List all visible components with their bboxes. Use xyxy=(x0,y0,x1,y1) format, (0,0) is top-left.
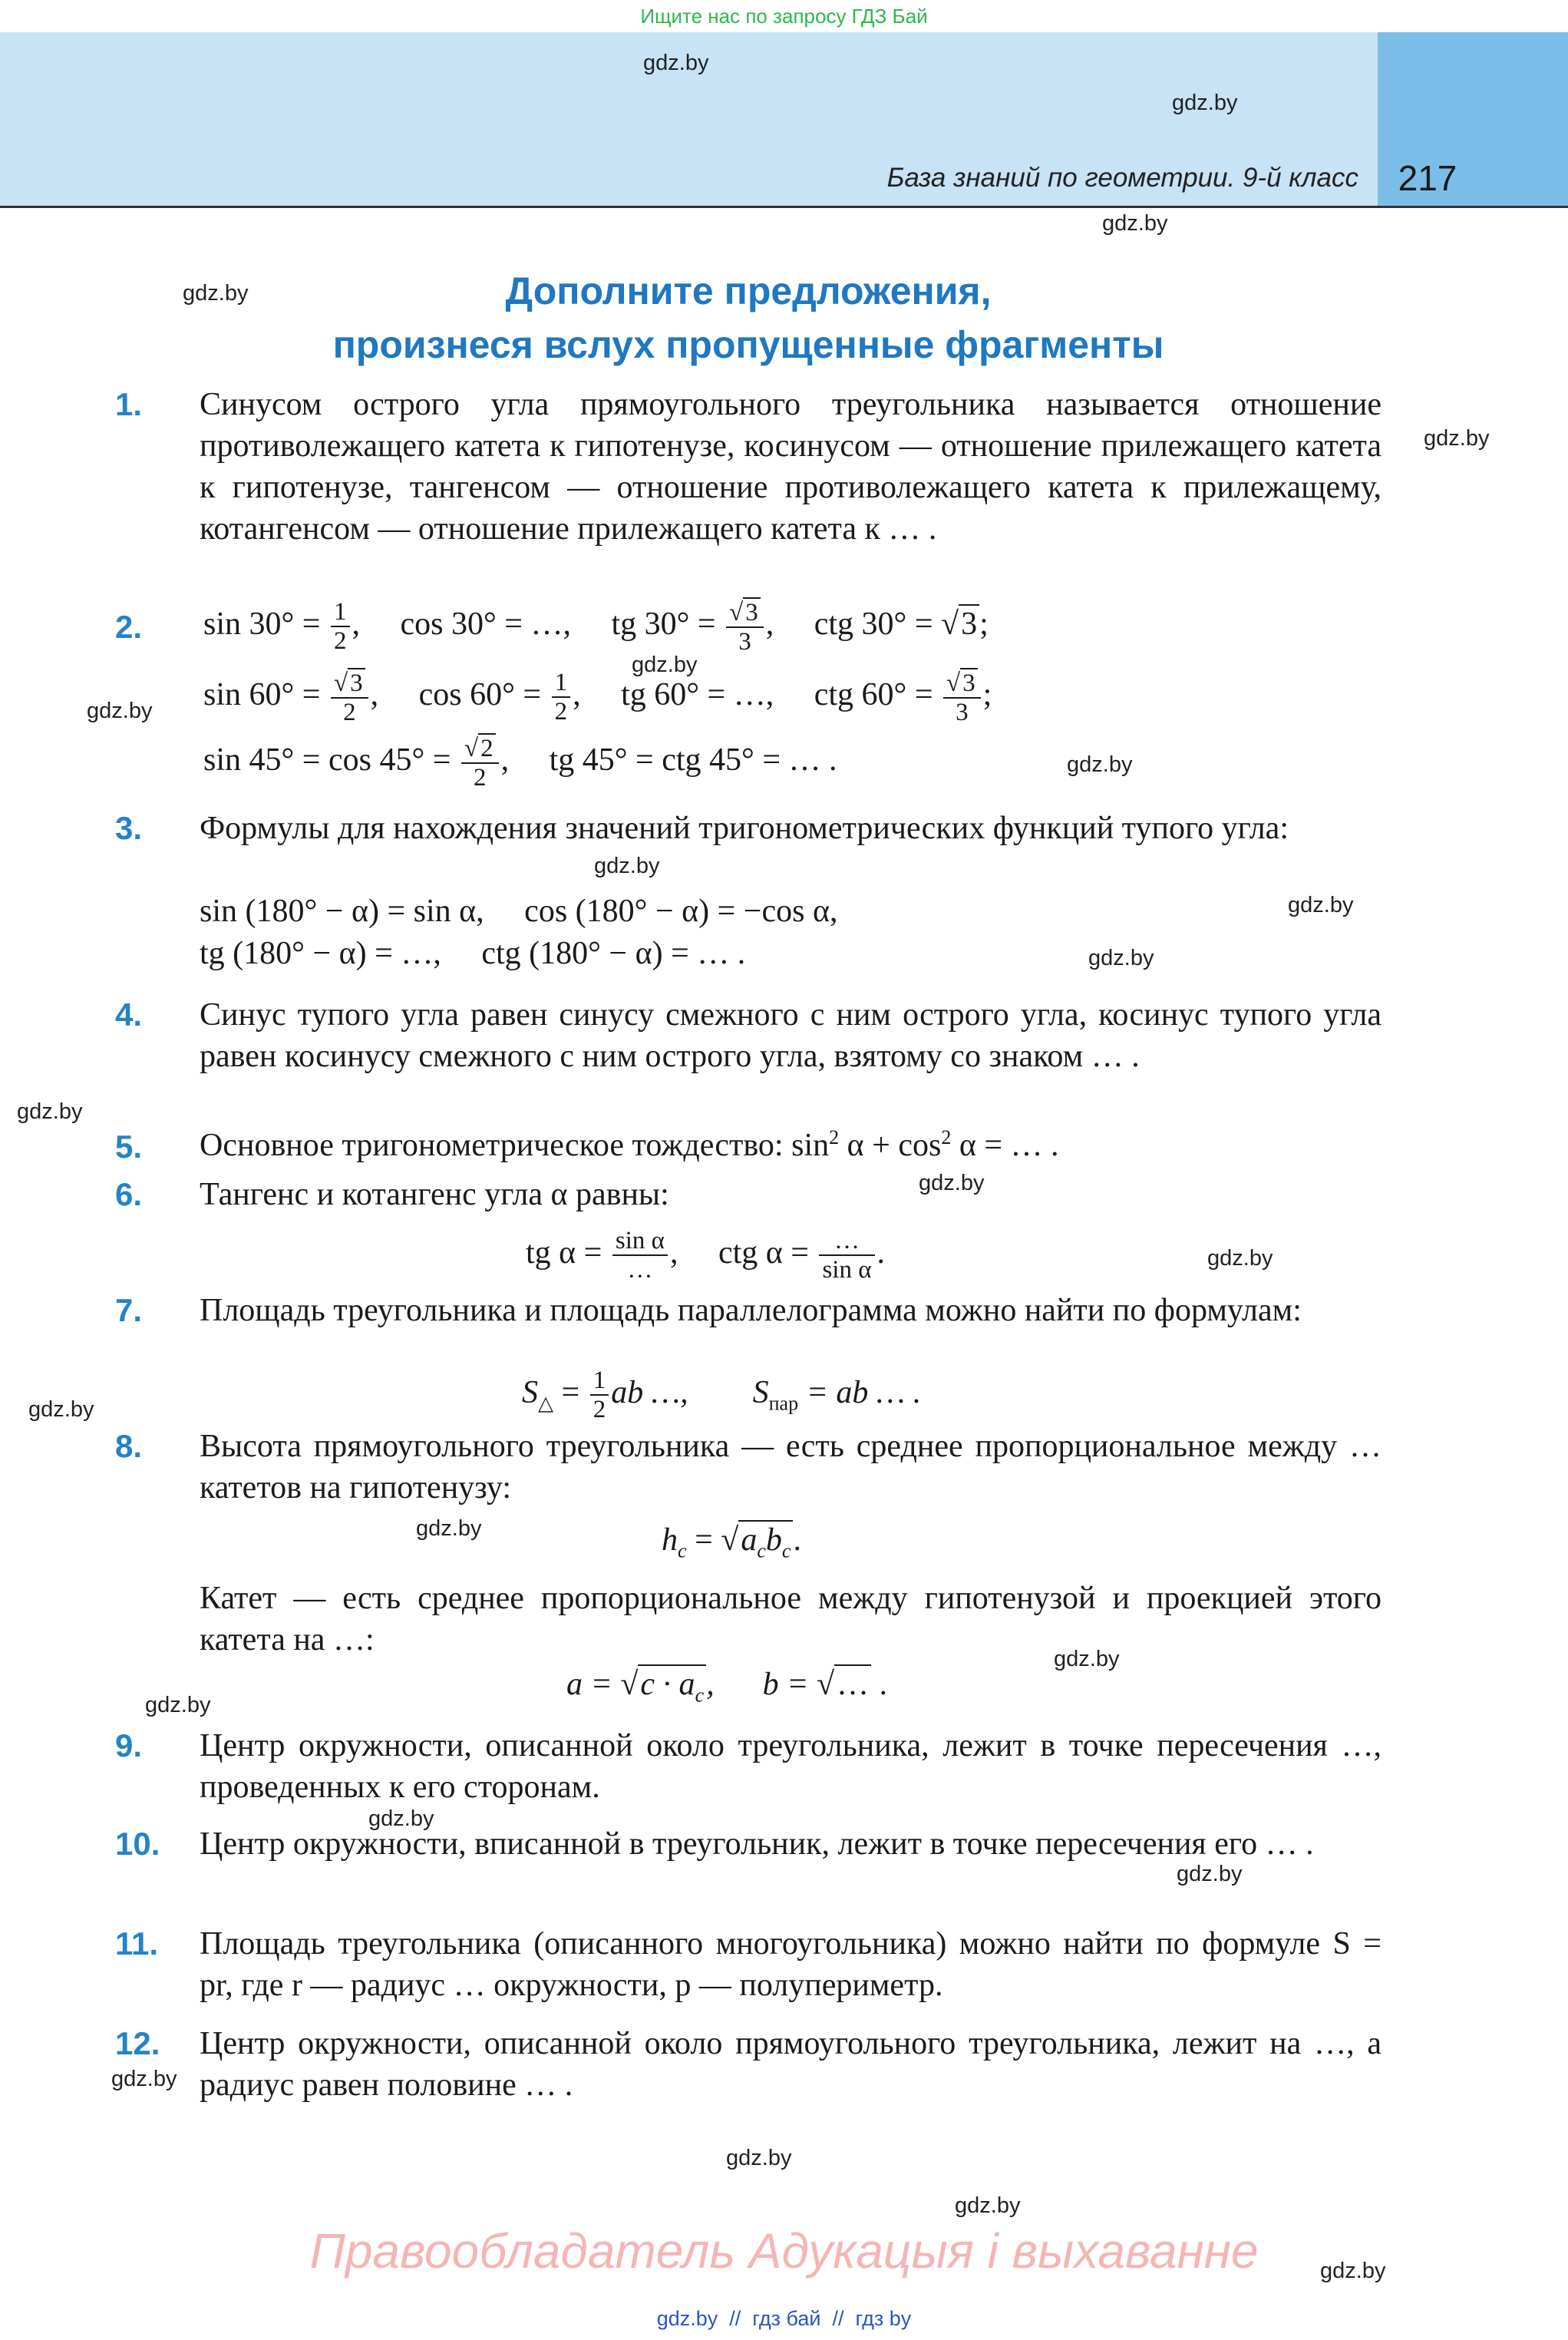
watermark-label: gdz.by xyxy=(1172,91,1238,115)
top-banner: Ищите нас по запросу ГДЗ Бай xyxy=(640,5,928,28)
item-text-2: Катет — есть среднее пропорциональное между гипотенузой и проекцией этого катета на …: xyxy=(200,1581,1381,1658)
item-text: Высота прямоугольного треугольника — есть среднее пропорциональное между … катетов на гипотенузу: xyxy=(200,1429,1381,1505)
watermark-label: gdz.by xyxy=(632,653,698,677)
running-title: База знаний по геометрии. 9-й класс xyxy=(886,163,1358,193)
item-number: 10. xyxy=(115,1826,160,1862)
trig-values-row-1: sin 30° = $\frac{1}{2}$ , cos 30° = …, tg 30° = $\frac{√3}{3}$ , ctg 30° = √3; xyxy=(203,598,989,656)
watermark-label: gdz.by xyxy=(1067,752,1133,777)
rights-holder-watermark: Правообладатель Адукацыя і выхаванне xyxy=(309,2223,1259,2279)
watermark-label: gdz.by xyxy=(1054,1647,1120,1671)
height-formula: $h_c = √a_cb_c$. xyxy=(662,1520,801,1562)
item-number: 4. xyxy=(115,996,143,1033)
item-number: 2. xyxy=(115,609,143,645)
item-number: 6. xyxy=(115,1176,143,1212)
item-number: 8. xyxy=(115,1428,143,1464)
item-text: Площадь треугольника и площадь параллелограмма можно найти по формулам: xyxy=(200,1293,1302,1328)
item-text: Центр окружности, описанной около прямоугольного треугольника, лежит на …, а радиус равен половине … . xyxy=(200,2026,1381,2103)
page-number: 217 xyxy=(1398,158,1457,198)
watermark-label: gdz.by xyxy=(1088,946,1154,970)
item-text: Формулы для нахождения значений тригонометрических функций тупого угла: xyxy=(200,811,1289,846)
formula-line: tg (180° − α) = …, ctg (180° − α) = … . xyxy=(200,936,746,971)
watermark-label: gdz.by xyxy=(1424,426,1490,451)
watermark-label: gdz.by xyxy=(183,281,249,306)
heading-line-1: Дополните предложения, xyxy=(505,269,992,312)
watermark-label: gdz.by xyxy=(145,1693,211,1717)
item-number: 5. xyxy=(115,1129,143,1165)
item-text: Площадь треугольника (описанного многоугольника) можно найти по формуле S = pr, где r — радиус … окружности, p — полупериметр. xyxy=(200,1926,1381,2003)
item-number: 12. xyxy=(115,2025,160,2061)
area-formula: $S_\triangle$ = $\frac{1}{2}$ ab …, $S_{пар}$ = ab … . xyxy=(522,1367,922,1424)
watermark-label: gdz.by xyxy=(28,1397,94,1422)
item-text: Синусом острого угла прямоугольного треугольника называется отношение противолежащего катета к гипотенузе, косинусом — отношение прилежащего катета к гипотенузе, тангенсом — отношение противолежащего катета к прилежащему, котангенсом — отношение прилежащего катета к … . xyxy=(200,387,1381,547)
formula-line: sin (180° − α) = sin α, cos (180° − α) = −cos α, xyxy=(200,894,838,929)
watermark-label: gdz.by xyxy=(368,1806,434,1831)
watermark-label: gdz.by xyxy=(87,699,153,723)
header-rule xyxy=(0,206,1568,208)
watermark-label: gdz.by xyxy=(1288,893,1354,917)
watermark-label: gdz.by xyxy=(726,2146,792,2170)
leg-formula: $a = √c \cdot a_c$, b = √… . xyxy=(566,1664,887,1707)
watermark-label: gdz.by xyxy=(643,51,709,75)
watermark-label: gdz.by xyxy=(17,1099,83,1124)
heading-line-2: произнеся вслух пропущенные фрагменты xyxy=(332,323,1164,366)
item-text: Основное тригонометрическое тождество: $\sin^2 \alpha + \cos^2 \alpha$ = … . xyxy=(200,1126,1059,1163)
footer-links: gdz.by // гдз бай // гдз by xyxy=(656,2307,912,2330)
watermark-label: gdz.by xyxy=(416,1516,482,1541)
item-text: Синус тупого угла равен синусу смежного с ним острого угла, косинус тупого угла равен косинусу смежного с ним острого угла, взятому со знаком … . xyxy=(200,997,1381,1074)
watermark-label: gdz.by xyxy=(111,2067,177,2091)
trig-values-row-3: sin 45° = cos 45° = $\frac{√2}{2}$ , tg 45° = ctg 45° = … . xyxy=(203,735,837,792)
item-number: 1. xyxy=(115,386,143,422)
item-text: Тангенс и котангенс угла α равны: xyxy=(200,1177,669,1212)
watermark-label: gdz.by xyxy=(955,2193,1021,2218)
item-number: 9. xyxy=(115,1727,143,1763)
watermark-label: gdz.by xyxy=(1320,2259,1386,2283)
watermark-label: gdz.by xyxy=(1177,1862,1243,1886)
watermark-label: gdz.by xyxy=(1102,211,1168,236)
item-text: Центр окружности, описанной около треугольника, лежит в точке пересечения …, проведенных к его сторонам. xyxy=(200,1728,1381,1805)
item-number: 11. xyxy=(115,1925,159,1962)
watermark-label: gdz.by xyxy=(919,1171,985,1195)
watermark-label: gdz.by xyxy=(594,854,660,878)
tg-ctg-formula: tg α = $\frac{\text{sin α}}{\dots}$ , ctg α = $\frac{\dots}{\text{sin α}}$ . xyxy=(526,1227,886,1284)
item-number: 3. xyxy=(115,810,143,846)
trig-values-row-2: sin 60° = $\frac{√3}{2}$ , cos 60° = $\frac{1}{2}$ , tg 60° = …, ctg 60° = $\frac{√3}{3}$ ; xyxy=(203,669,992,727)
item-text: Центр окружности, вписанной в треугольник, лежит в точке пересечения его … . xyxy=(200,1826,1314,1862)
watermark-label: gdz.by xyxy=(1207,1246,1273,1271)
item-number: 7. xyxy=(115,1292,143,1328)
